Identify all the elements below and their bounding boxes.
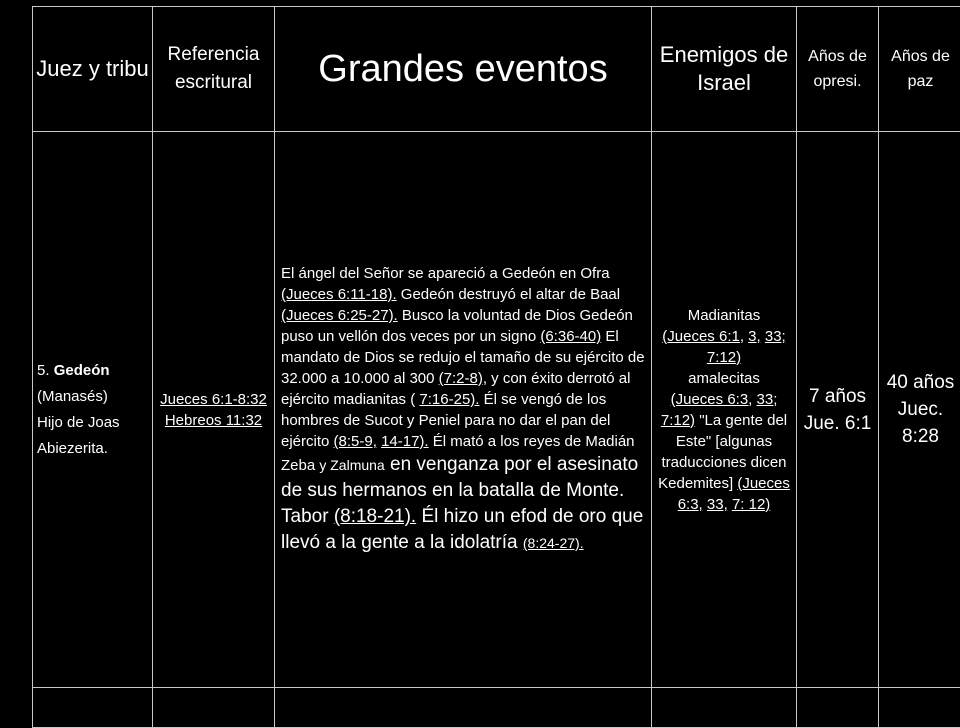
events-ref-link[interactable]: 14-17). <box>381 433 429 450</box>
enemy-ref-link[interactable]: (Jueces 6:3, <box>671 391 753 408</box>
events-text: y con éxito derrotó al ejército madianitas ( <box>281 370 630 408</box>
header-scripture-reference: Referencia escritural <box>153 7 275 132</box>
header-oppression-years: Años de opresi. <box>797 7 879 132</box>
header-row <box>33 7 960 132</box>
events-text: Gedeón destruyó el altar de Baal <box>397 286 620 303</box>
events-ref-link[interactable]: 7:16-25). <box>419 391 479 408</box>
judges-table <box>32 6 960 728</box>
next-row-partial <box>33 688 960 728</box>
enemy-name: amalecitas <box>688 370 760 387</box>
empty-cell <box>275 688 652 728</box>
events-ref-link[interactable]: (Jueces 6:25-27). <box>281 307 398 324</box>
header-enemies: Enemigos de Israel <box>652 7 797 132</box>
header-peace-years: Años de paz <box>879 7 960 132</box>
header-major-events: Grandes eventos <box>275 7 652 132</box>
events-text: Él mató a los reyes de Madián Zeba <box>281 433 635 474</box>
empty-cell <box>879 688 960 728</box>
table-row <box>33 132 960 688</box>
enemy-ref-link[interactable]: 33; <box>757 391 778 408</box>
events-text: en venganza por el asesinato de sus hermanos en la batalla de Monte. Tabor <box>281 454 638 527</box>
events-ref-link[interactable]: (7:2-8), <box>439 370 487 387</box>
judge-name: Gedeón <box>54 362 110 379</box>
events-ref-link[interactable]: (8:5-9, <box>334 433 377 450</box>
empty-cell <box>652 688 797 728</box>
empty-cell <box>33 688 153 728</box>
empty-cell <box>153 688 275 728</box>
events-text: y Zalmuna <box>319 457 384 473</box>
reference-link-hebreos[interactable]: Hebreos 11:32 <box>165 412 262 429</box>
events-ref-link[interactable]: (Jueces 6:11-18). <box>281 286 397 303</box>
events-ref-link[interactable]: (8:24-27). <box>523 535 584 551</box>
enemy-ref-link[interactable]: (Jueces 6:1, <box>662 328 744 345</box>
enemy-ref-link[interactable]: 7: 12) <box>732 496 770 513</box>
judge-tribe: (Manasés) <box>37 388 108 405</box>
oppression-years-cell: 7 años Jue. 6:1 <box>797 132 879 688</box>
events-text: Él se vengó de los hombres de Sucot y Peniel para no dar el pan del ejército <box>281 391 610 450</box>
reference-cell <box>153 132 275 688</box>
events-cell <box>275 132 652 688</box>
judge-description: Hijo de Joas Abiezerita. <box>37 414 120 457</box>
judge-cell <box>33 132 153 688</box>
enemy-name: "La gente del Este" [algunas traducciones dicen Kedemites] <box>658 412 787 492</box>
reference-link-jueces[interactable]: Jueces 6:1-8:32 <box>160 391 267 408</box>
enemy-ref-link[interactable]: (Jueces 6:3, <box>678 475 790 513</box>
header-judge-tribe: Juez y tribu <box>33 7 153 132</box>
events-ref-link[interactable]: (8:18-21). <box>334 506 416 527</box>
events-text: El mandato de Dios se redujo el tamaño de su ejército de 32.000 a 10.000 al 300 <box>281 328 645 387</box>
enemy-ref-link[interactable]: 3, <box>748 328 761 345</box>
judge-number: 5. <box>37 362 50 379</box>
enemy-ref-link[interactable]: 33, <box>707 496 728 513</box>
events-text: Busco la voluntad de Dios Gedeón puso un vellón dos veces por un signo <box>281 307 633 345</box>
enemy-ref-link[interactable]: 7:12) <box>707 349 741 366</box>
events-ref-link[interactable]: (6:36-40) <box>540 328 601 345</box>
enemy-ref-link[interactable]: 7:12) <box>661 412 695 429</box>
enemies-cell <box>652 132 797 688</box>
enemy-ref-link[interactable]: 33; <box>765 328 786 345</box>
peace-years-cell: 40 años Juec. 8:28 <box>879 132 960 688</box>
events-text: Él hizo un efod de oro que llevó a la gente a la idolatría <box>281 506 643 553</box>
events-text: El ángel del Señor se apareció a Gedeón en Ofra <box>281 265 610 282</box>
enemy-name: Madianitas <box>688 307 761 324</box>
empty-cell <box>797 688 879 728</box>
